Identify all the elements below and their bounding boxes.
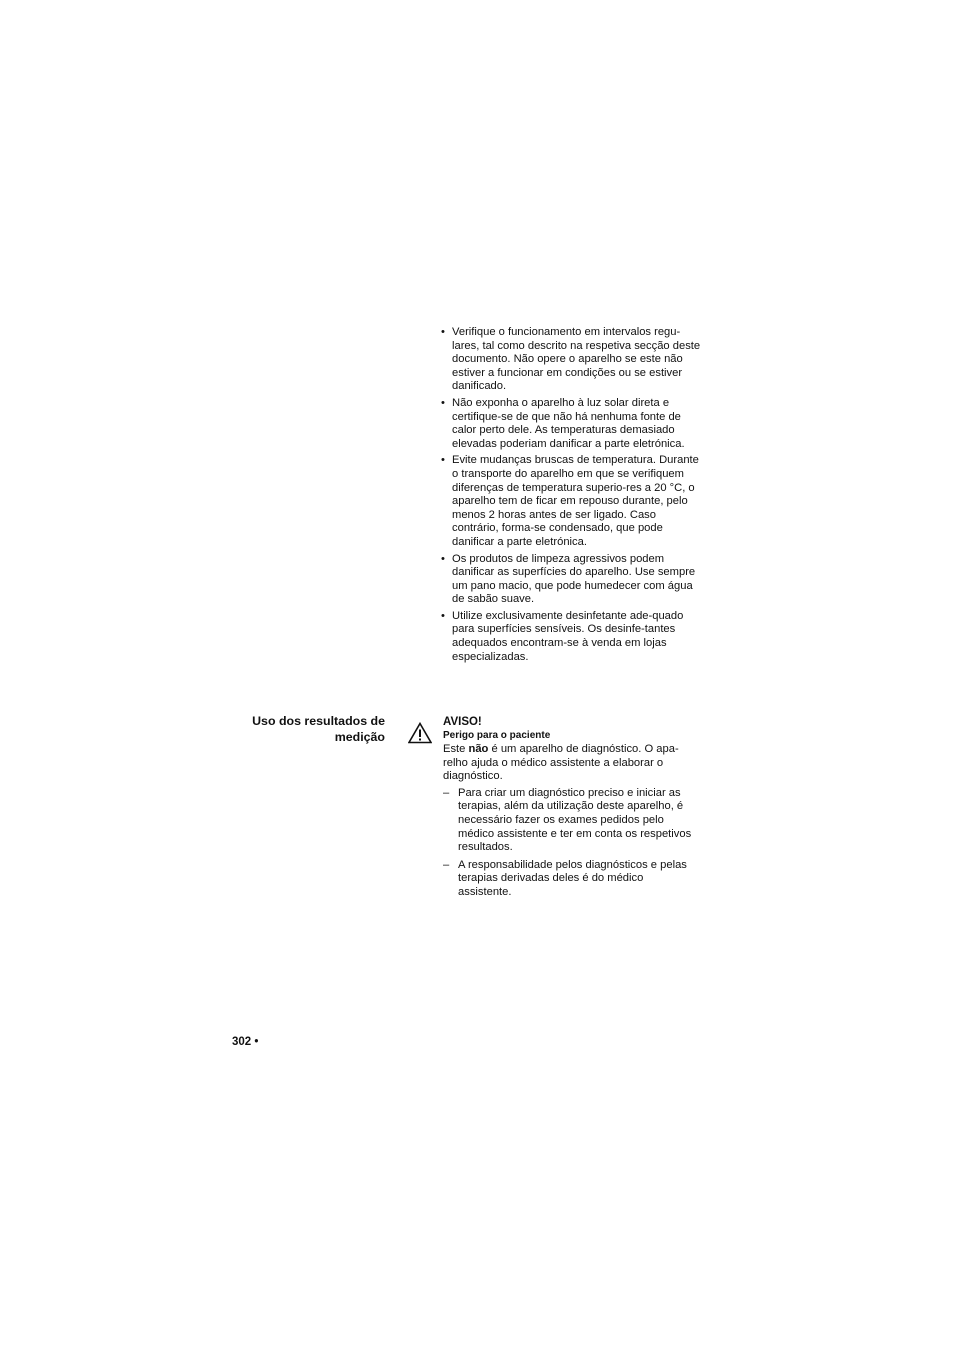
warning-block	[443, 715, 695, 904]
bullet-item	[441, 397, 701, 451]
bullet-text: Evite mudanças bruscas de temperatura. Durante o transporte do aparelho em que se verifiquem diferenças de temperatura superio-res a 20 °C, o aparelho tem de ficar em repouso durante, pelo menos 2 horas antes de ser ligado. Caso contrário, forma-se condensado, que pode danificar a parte eletrónica.	[452, 454, 699, 548]
bullet-item	[441, 326, 701, 394]
warning-triangle-icon	[408, 722, 432, 744]
warning-dash-list	[443, 787, 695, 900]
dash-icon: –	[443, 786, 450, 799]
bullet-icon: •	[441, 396, 445, 409]
warning-body	[443, 743, 695, 784]
dash-icon: –	[443, 858, 450, 871]
bullet-item	[441, 454, 701, 549]
dash-text: Para criar um diagnóstico preciso e iniciar as terapias, além da utilização deste aparelho, é necessário fazer os exames pedidos pelo médico assistente e ter em conta os respetivos resultados.	[458, 786, 692, 854]
bullet-text: Verifique o funcionamento em intervalos regu-lares, tal como descrito na respetiva secção deste documento. Não opere o aparelho se este não estiver a funcionar em condições ou se estiver danificado.	[452, 326, 701, 393]
bullet-icon: •	[441, 326, 445, 338]
warning-body-prefix: Este	[443, 743, 469, 755]
bullet-item	[441, 610, 701, 664]
dash-text: A responsabilidade pelos diagnósticos e pelas terapias derivadas deles é do médico assistente.	[458, 858, 687, 898]
dash-item	[443, 787, 695, 855]
warning-body-emphasis: não	[468, 743, 489, 755]
warning-subtitle: Perigo para o paciente	[443, 730, 551, 741]
bullet-text: Não exponha o aparelho à luz solar direta e certifique-se de que não há nenhuma fonte de calor perto dele. As temperaturas demasiado elevadas poderiam danificar a parte eletrónica.	[452, 396, 685, 450]
section-heading: Uso dos resultados de medição	[252, 714, 385, 744]
warning-body-suffix: é um aparelho de diagnóstico. O apa-relho ajuda o médico assistente a elaborar o diagnóstico.	[443, 743, 679, 783]
bullet-text: Os produtos de limpeza agressivos podem danificar as superfícies do aparelho. Use sempre um pano macio, que pode humedecer com água de sabão suave.	[452, 552, 696, 606]
bullet-icon: •	[441, 609, 445, 622]
bullet-icon: •	[441, 552, 445, 565]
dash-item	[443, 859, 695, 900]
bullet-item	[441, 553, 701, 607]
precautions-bullet-list	[441, 326, 701, 667]
bullet-text: Utilize exclusivamente desinfetante ade-quado para superfícies sensíveis. Os desinfe-tantes adequados encontram-se à venda em lojas especializadas.	[452, 609, 684, 663]
warning-title: AVISO!	[443, 716, 482, 728]
page-number: 302 •	[232, 1036, 259, 1048]
bullet-icon: •	[441, 454, 445, 467]
